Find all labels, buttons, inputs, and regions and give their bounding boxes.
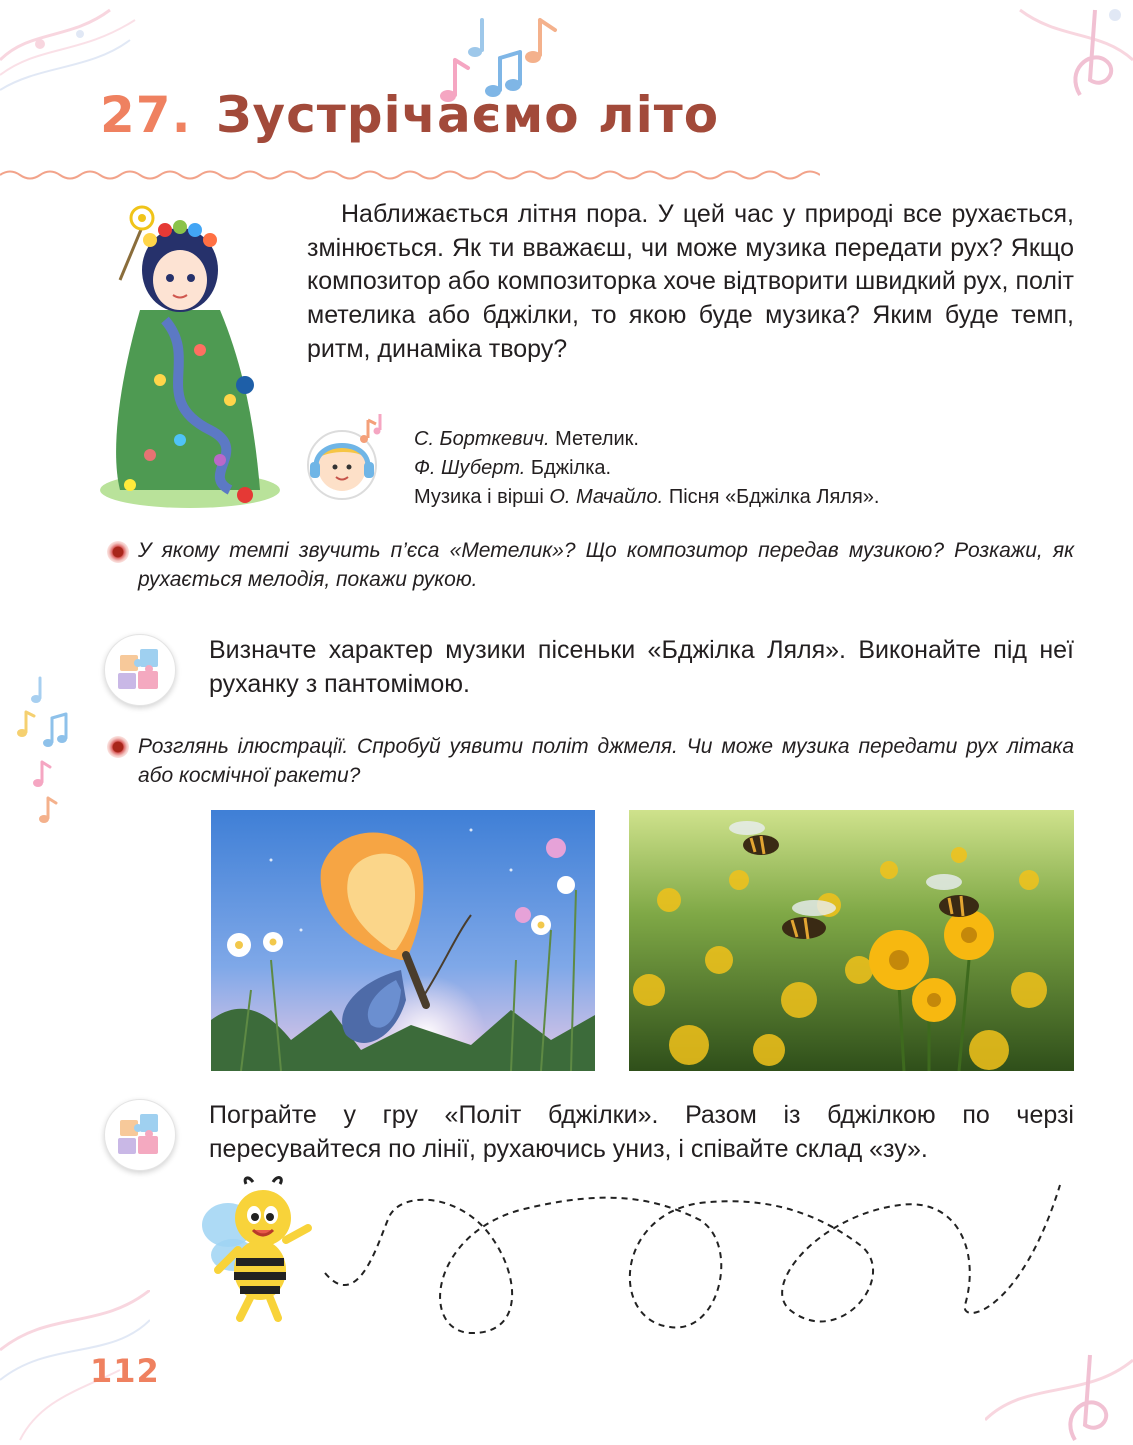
wavy-divider [0,168,820,182]
work-author: С. Борткевич. [414,428,550,450]
work-item [414,454,1034,483]
work-author: Ф. Шуберт. [414,457,526,479]
headphones-child-icon [300,410,390,505]
work-title: Пісня «Бджілка Ляля». [668,486,880,508]
puzzle-icon [104,1099,176,1171]
corner-decoration-top-right [1010,0,1133,110]
butterfly-photo [211,810,595,1071]
puzzle-icon [104,634,176,706]
bullet-icon [107,541,129,563]
work-title: Метелик. [555,428,639,450]
bullet-icon [107,736,129,758]
task-1: Визначте характер музики пісеньки «Бджілка Ляля». Виконайте під неї руханку з пантомімою. [209,636,1074,698]
works-list [414,425,1034,512]
task-2: Пограйте у гру «Політ бджілки». Разом із бджілкою по черзі пересувайтеся по лінії, рухаючись униз, і співайте склад «зу». [209,1101,1074,1163]
lesson-number: 27. [100,86,192,144]
work-prefix: Музика і вірші [414,486,544,508]
girl-illustration [80,200,290,515]
bee-illustration [198,1170,318,1325]
work-item [414,425,1034,454]
corner-decoration-bottom-right [985,1340,1133,1445]
question-2: Розглянь ілюстрації. Спробуй уявити політ джмеля. Чи може музика передати рух літака або космічної ракети? [138,735,1074,787]
work-title: Бджілка. [530,457,612,479]
intro-text: Наближається літня пора. У цей час у природі все рухається, змінюється. Як ти вважаєш, чи може музика передати рух? Якщо композитор або композиторка хоче відтворити швидкий рух, політ метелика або бджілки, то якою буде музика? Яким буде темп, ритм, динаміка твору? [307,200,1074,363]
bees-photo [629,810,1074,1071]
intro-paragraph [307,198,1074,367]
music-notes-side-icon [12,670,72,830]
question-1: У якому темпі звучить п’єса «Метелик»? Що композитор передав музикою? Розкажи, як рухається мелодія, покажи рукою. [138,539,1074,591]
page-number: 112 [90,1352,160,1390]
work-author: О. Мачайло. [549,486,664,508]
page-title: Зустрічаємо літо [216,86,720,144]
work-item [414,483,1034,512]
bee-flight-path [320,1175,1070,1340]
